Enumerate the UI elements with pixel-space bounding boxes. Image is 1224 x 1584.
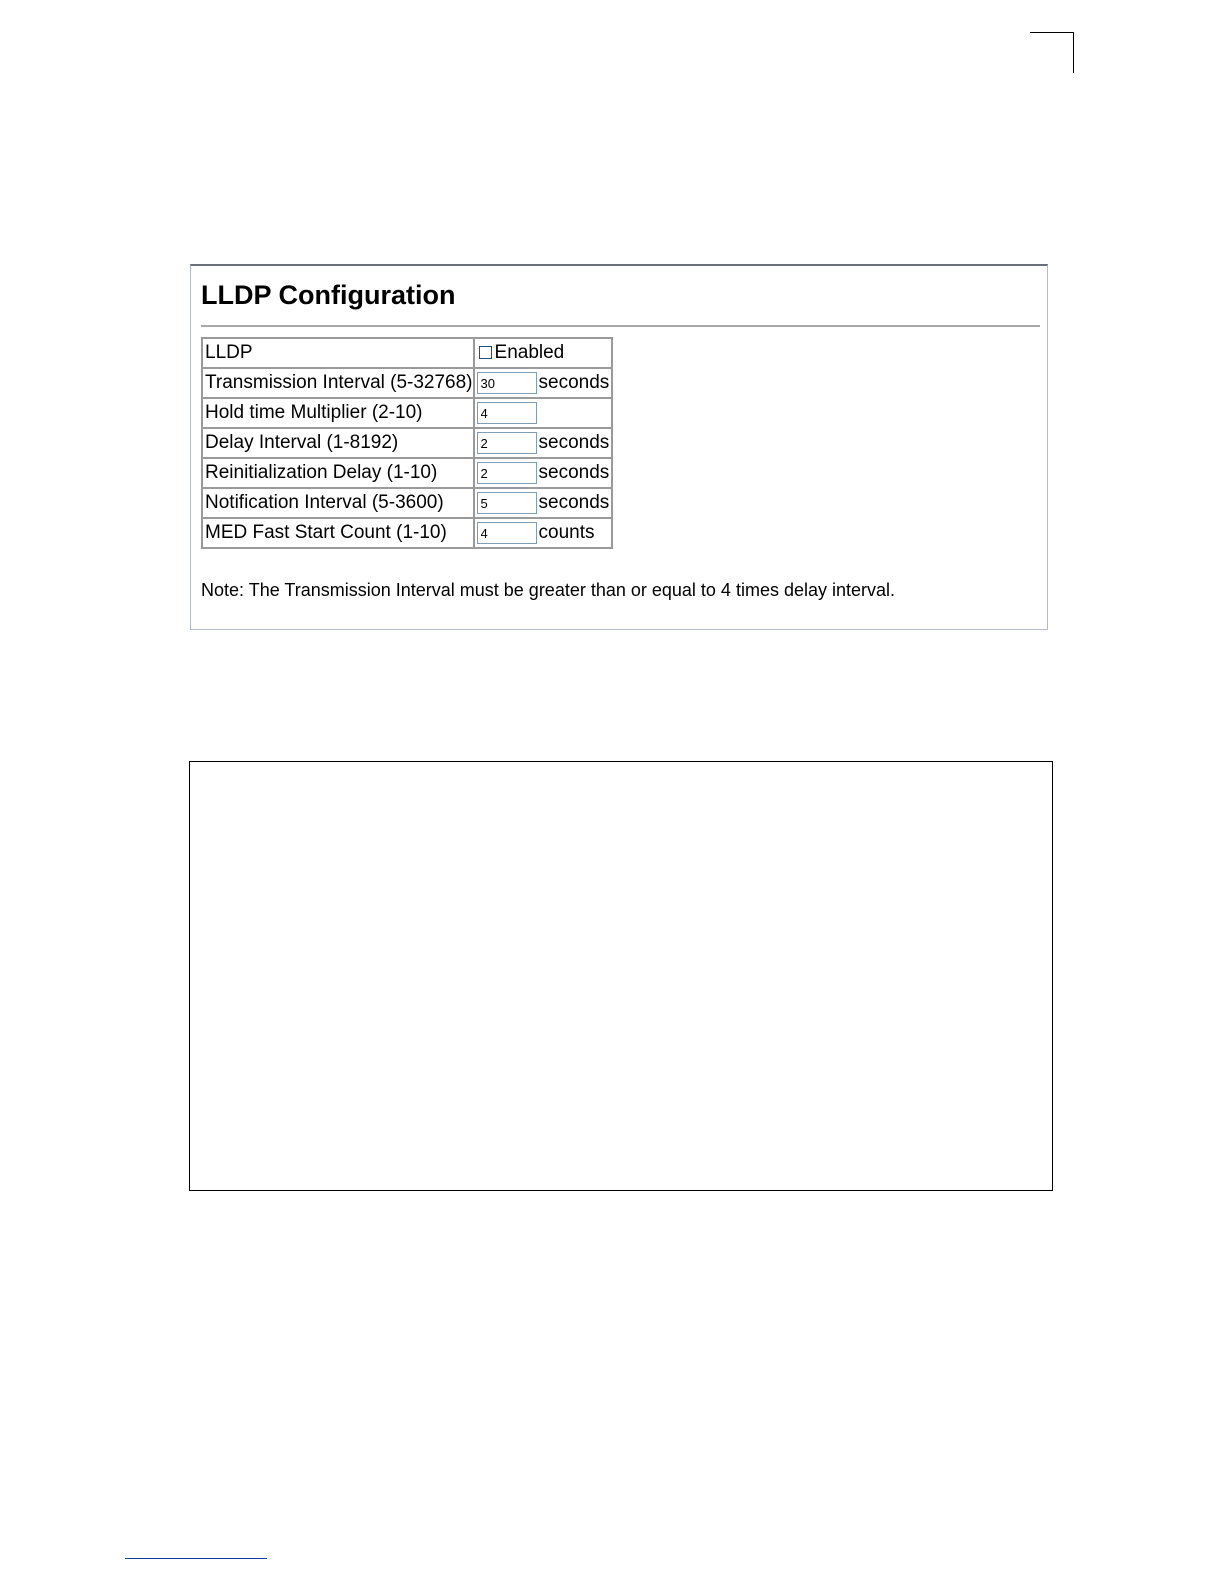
transmission-interval-input[interactable] <box>477 372 537 394</box>
configuration-note: Note: The Transmission Interval must be greater than or equal to 4 times delay interval. <box>201 580 896 600</box>
unit-label: seconds <box>539 429 612 459</box>
footer-rule <box>125 1558 267 1559</box>
row-label: LLDP <box>203 339 475 369</box>
hold-time-multiplier-input[interactable] <box>477 402 537 424</box>
lldp-enabled-cell <box>475 339 612 369</box>
empty-frame <box>189 761 1053 1191</box>
page-title: LLDP Configuration <box>201 280 456 310</box>
table-row <box>203 519 611 547</box>
row-label: Notification Interval (5-3600) <box>203 489 475 519</box>
unit-label: seconds <box>539 369 612 399</box>
table-row <box>203 459 611 489</box>
table-row <box>203 399 611 429</box>
unit-label <box>539 399 612 429</box>
row-label: Delay Interval (1-8192) <box>203 429 475 459</box>
unit-label: seconds <box>539 459 612 489</box>
table-row <box>203 369 611 399</box>
row-label: Transmission Interval (5-32768) <box>203 369 475 399</box>
checkbox-label: Enabled <box>494 342 565 363</box>
reinitialization-delay-input[interactable] <box>477 462 537 484</box>
crop-mark-vertical <box>1073 32 1074 73</box>
table-row <box>203 489 611 519</box>
unit-label: seconds <box>539 489 612 519</box>
lldp-settings-table <box>201 337 613 549</box>
lldp-enabled-checkbox[interactable] <box>479 346 492 359</box>
row-label: Hold time Multiplier (2-10) <box>203 399 475 429</box>
row-label: MED Fast Start Count (1-10) <box>203 519 475 547</box>
title-divider <box>201 325 1040 327</box>
crop-mark-horizontal <box>1030 32 1074 33</box>
delay-interval-input[interactable] <box>477 432 537 454</box>
row-label: Reinitialization Delay (1-10) <box>203 459 475 489</box>
notification-interval-input[interactable] <box>477 492 537 514</box>
table-row <box>203 339 611 369</box>
unit-label: counts <box>538 522 595 543</box>
med-fast-start-count-input[interactable] <box>477 522 537 544</box>
lldp-configuration-panel <box>190 264 1048 630</box>
table-row <box>203 429 611 459</box>
